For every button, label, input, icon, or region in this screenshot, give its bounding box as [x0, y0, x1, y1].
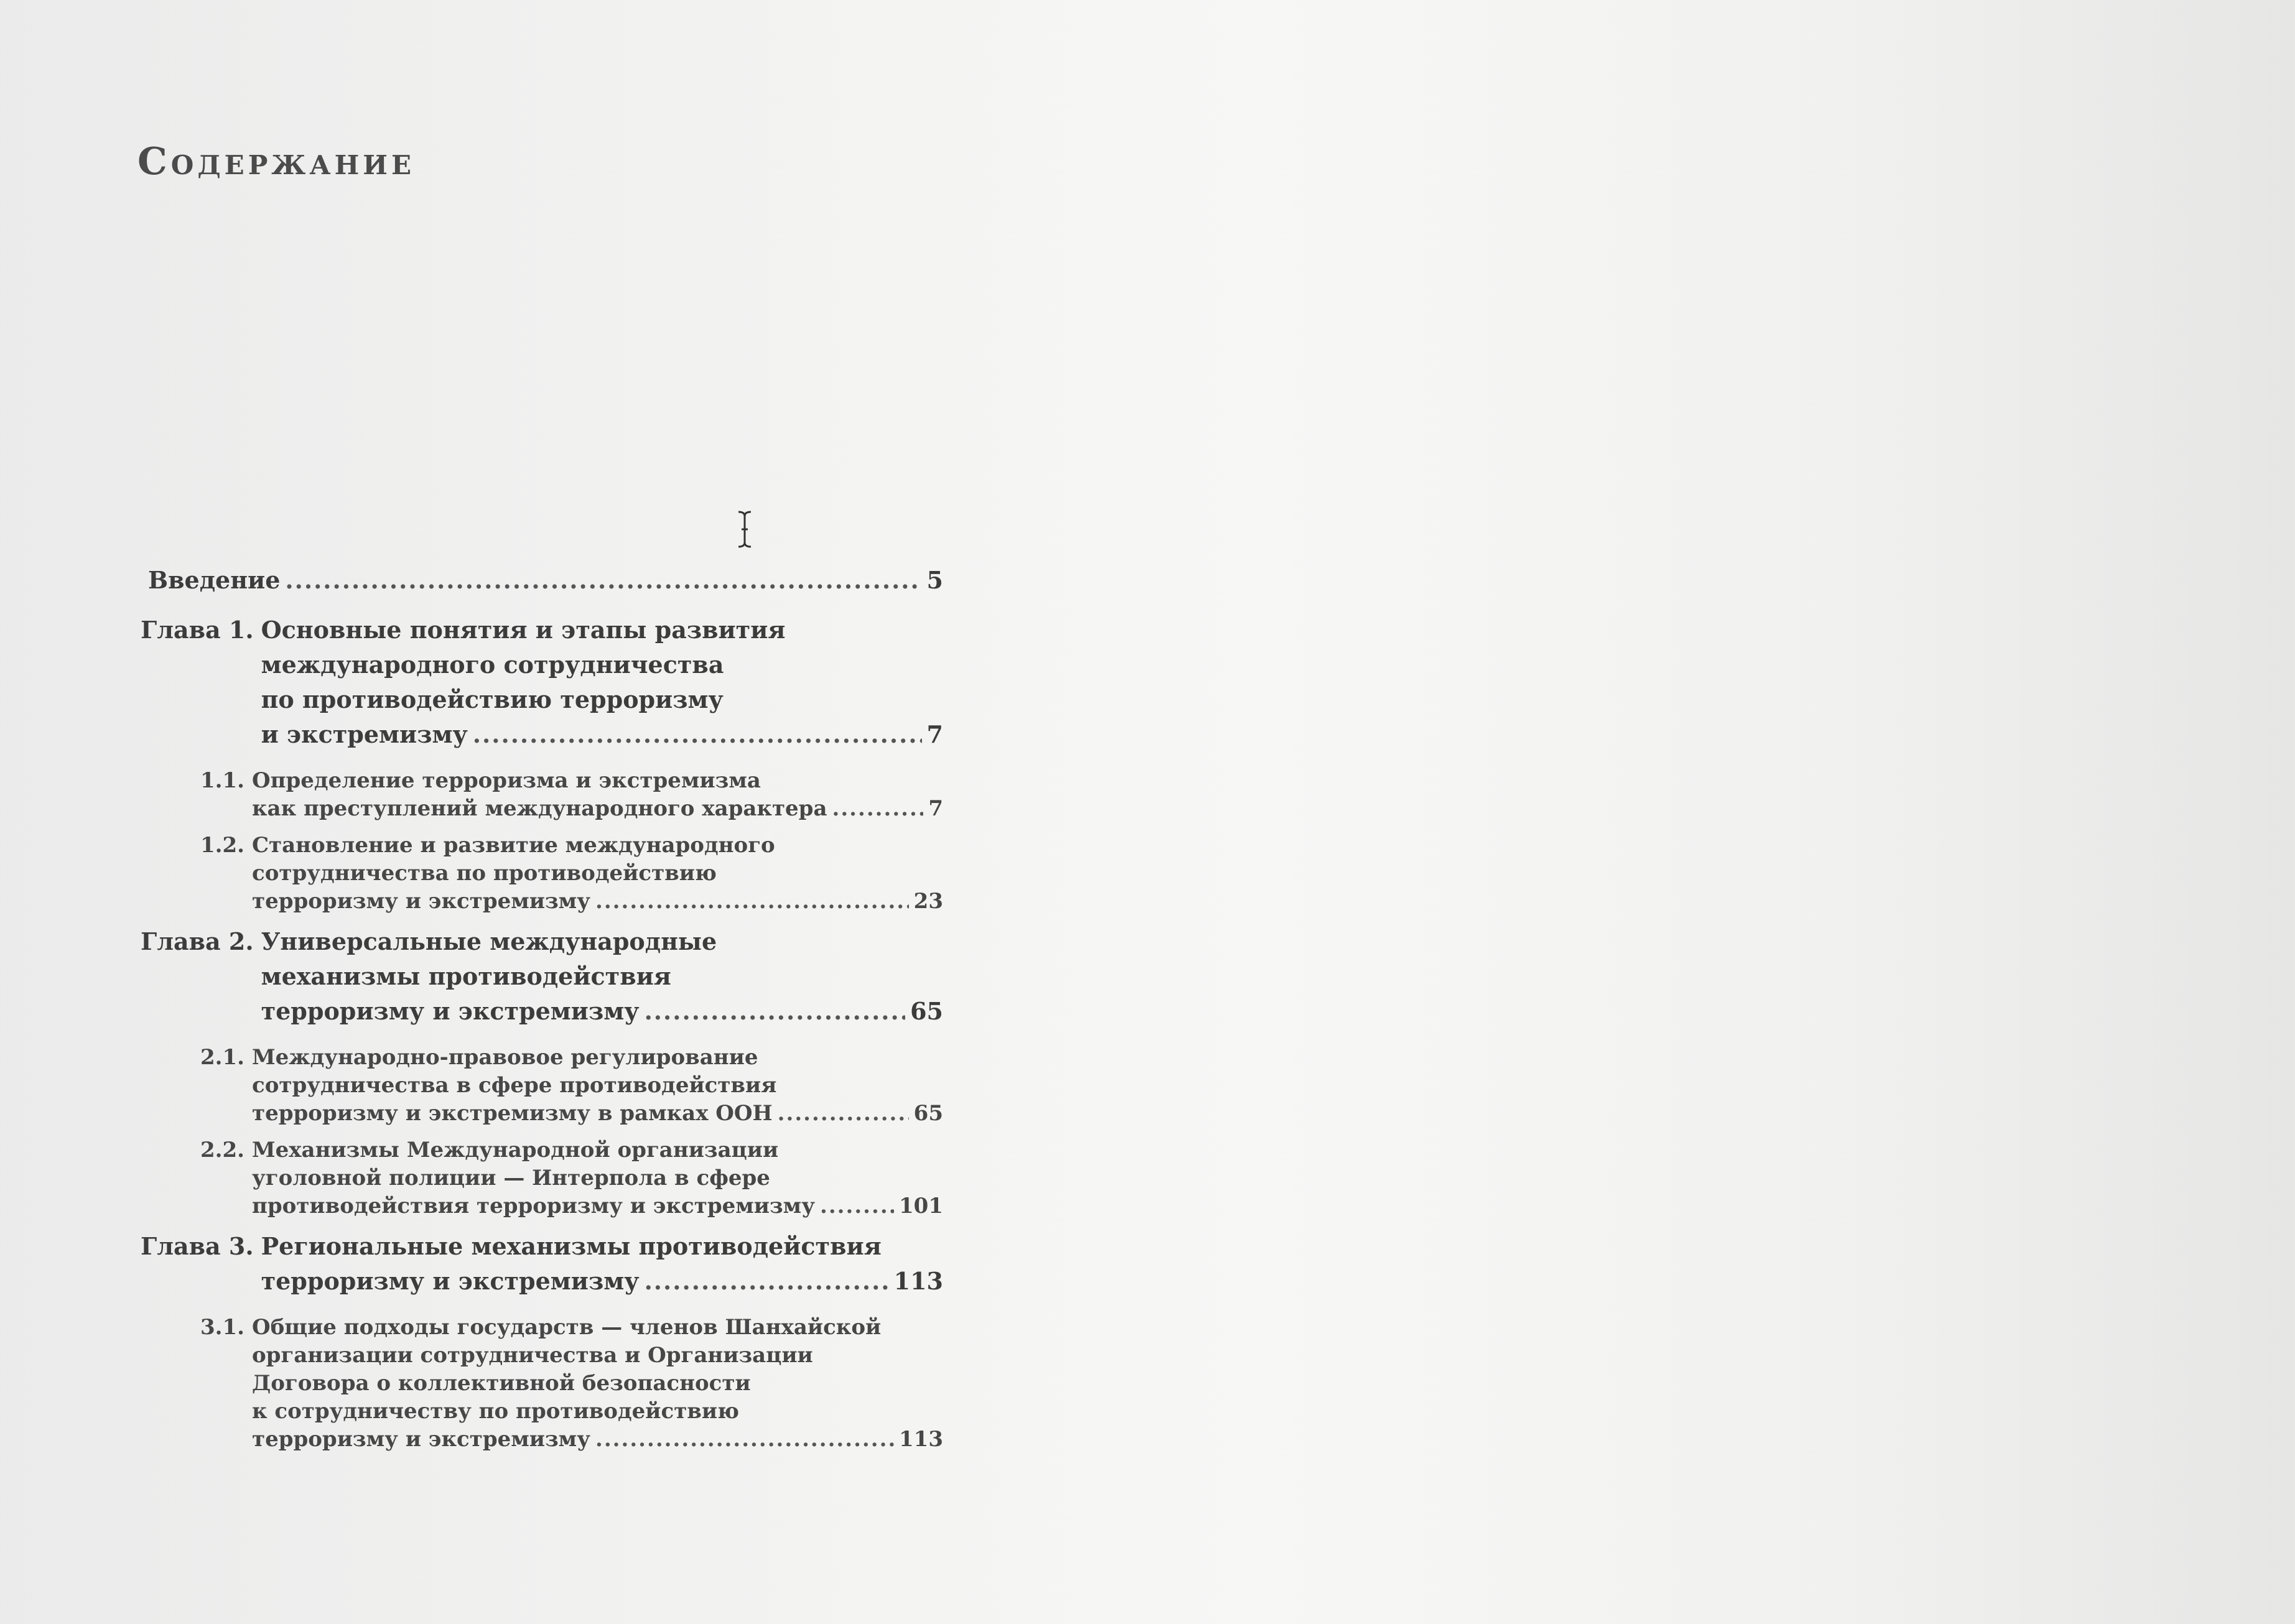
toc-entry	[141, 1044, 943, 1128]
toc-entry-line: Универсальные международные	[261, 927, 717, 955]
toc-page-number: 101	[899, 1194, 943, 1218]
toc-page-number: 65	[913, 1101, 943, 1126]
toc-entry-line: Международно-правовое регулирование	[252, 1045, 758, 1070]
toc-entry-line: уголовной полиции — Интерпола в сфере	[252, 1166, 770, 1190]
toc-page-number: 65	[910, 997, 943, 1025]
toc-entry-label: противодействия терроризму и экстремизму	[252, 1194, 815, 1218]
toc-entry	[141, 832, 943, 916]
left-page	[0, 0, 1147, 1624]
toc-entry-line: к сотрудничеству по противодействию	[252, 1399, 739, 1424]
toc-page-number: 7	[926, 720, 943, 748]
dot-leader	[595, 1426, 894, 1454]
toc-entry-number: 1.1.	[200, 768, 244, 793]
toc-entry-last-line	[252, 795, 943, 823]
toc-entry-line: Общие подходы государств — членов Шанхайской	[252, 1315, 882, 1340]
toc-entry-line: Становление и развитие международного	[252, 833, 775, 858]
toc-entry-number: Глава 2.	[141, 927, 254, 955]
toc-page-number: 7	[928, 796, 943, 821]
toc-entry-line: международного сотрудничества	[261, 651, 724, 679]
dot-leader	[595, 888, 909, 916]
toc-entry-line: Механизмы Международной организации	[252, 1138, 779, 1162]
dot-leader	[820, 1192, 894, 1220]
toc-entry-text	[252, 832, 943, 916]
toc-entry-line: Основные понятия и этапы развития	[261, 616, 786, 644]
toc-entry-text	[261, 1229, 943, 1299]
toc-entry-text	[261, 924, 943, 1029]
toc-entry-text	[252, 1044, 943, 1128]
text-cursor-icon	[736, 510, 753, 549]
toc-entry-line: Определение терроризма и экстремизма	[252, 768, 761, 793]
toc-entry-text	[261, 613, 943, 752]
toc-entry-number: 1.2.	[200, 833, 244, 858]
toc-entry	[141, 1136, 943, 1220]
toc-page-number: 113	[893, 1267, 943, 1295]
toc-entry	[141, 1314, 943, 1454]
toc-page-number: 113	[899, 1427, 943, 1452]
toc-entry-line: Региональные механизмы противодействия	[261, 1232, 882, 1260]
toc-entry-label: терроризму и экстремизму	[261, 997, 640, 1025]
toc-entry-label: Введение	[148, 566, 281, 594]
toc-entry-last-line	[252, 888, 943, 916]
dot-leader	[645, 1264, 889, 1299]
dot-leader	[645, 994, 906, 1029]
toc-entry-text	[148, 563, 943, 598]
toc-page-number: 5	[926, 566, 943, 594]
toc-entry-label: как преступлений международного характера	[252, 796, 827, 821]
toc-entry-line: сотрудничества по противодействию	[252, 861, 717, 886]
toc-entry-text	[252, 1136, 943, 1220]
toc-entry-line: сотрудничества в сфере противодействия	[252, 1073, 777, 1098]
right-page	[1147, 0, 2295, 1624]
toc-entry-last-line	[261, 994, 943, 1029]
toc-entry-label: и экстремизму	[261, 720, 468, 748]
toc-entry-last-line	[252, 1426, 943, 1454]
toc-entry-last-line	[148, 563, 943, 598]
toc-entry-number: 2.2.	[200, 1138, 244, 1162]
toc-entry-text	[252, 1314, 943, 1454]
toc-entry	[141, 613, 943, 752]
toc-entry-last-line	[261, 1264, 943, 1299]
toc-entry-number: 2.1.	[200, 1045, 244, 1070]
toc-entry-last-line	[252, 1100, 943, 1128]
toc-entry	[141, 767, 943, 823]
toc-entry-label: терроризму и экстремизму	[261, 1267, 640, 1295]
toc-entry-label: терроризму и экстремизму	[252, 1427, 590, 1452]
toc-entry-number: Глава 1.	[141, 616, 254, 644]
page-title: Содержание	[137, 140, 415, 183]
toc-entry-line: механизмы противодействия	[261, 962, 671, 990]
dot-leader	[473, 717, 922, 752]
toc-entry-number: Глава 3.	[141, 1232, 254, 1260]
toc-entry-last-line	[252, 1192, 943, 1220]
toc-page-number: 23	[913, 889, 943, 914]
toc-entry-line: организации сотрудничества и Организации	[252, 1343, 813, 1368]
dot-leader	[285, 563, 921, 598]
toc-entry-last-line	[261, 717, 943, 752]
toc-entry	[141, 563, 943, 598]
toc-entry-text	[252, 767, 943, 823]
dot-leader	[778, 1100, 909, 1128]
toc-entry-number: 3.1.	[200, 1315, 244, 1340]
toc-entry-label: терроризму и экстремизму	[252, 889, 590, 914]
toc-entry-line: по противодействию терроризму	[261, 685, 724, 713]
toc-list-left	[141, 563, 943, 1462]
toc-entry	[141, 1229, 943, 1299]
toc-entry	[141, 924, 943, 1029]
toc-entry-label: терроризму и экстремизму в рамках ООН	[252, 1101, 773, 1126]
toc-entry-line: Договора о коллективной безопасности	[252, 1371, 751, 1396]
dot-leader	[832, 795, 923, 823]
